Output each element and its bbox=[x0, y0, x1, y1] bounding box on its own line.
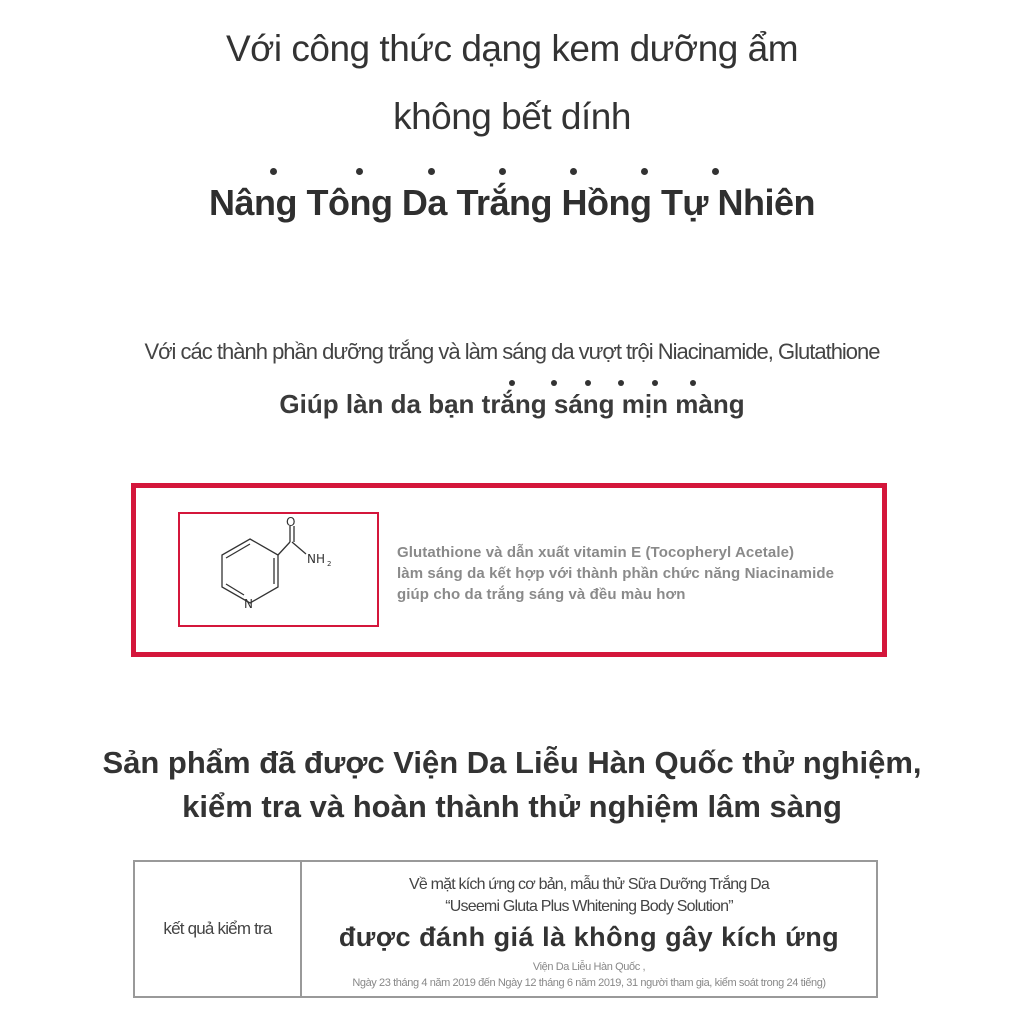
emphasis-dot bbox=[509, 380, 515, 386]
emphasis-dot bbox=[570, 168, 577, 175]
result-label: kết quả kiểm tra bbox=[135, 862, 302, 996]
amine-subscript: 2 bbox=[327, 560, 332, 568]
emphasis-dot bbox=[618, 380, 624, 386]
emphasis-dot bbox=[551, 380, 557, 386]
result-content bbox=[302, 862, 876, 996]
result-table bbox=[133, 860, 878, 998]
emphasis-dot bbox=[652, 380, 658, 386]
result-product-name: “Useemi Gluta Plus Whitening Body Solution” bbox=[445, 898, 733, 915]
emphasis-dot bbox=[712, 168, 719, 175]
main-heading: Nâng Tông Da Trắng Hồng Tự Nhiên bbox=[208, 182, 816, 223]
emphasis-dot bbox=[356, 168, 363, 175]
oxygen-label: O bbox=[286, 515, 296, 529]
info-line: giúp cho da trắng sáng và đều màu hơn bbox=[397, 586, 686, 603]
nitrogen-label: N bbox=[244, 597, 253, 611]
emphasis-dots bbox=[0, 168, 1024, 180]
ingredients-text: Với các thành phần dưỡng trắng và làm sáng da vượt trội Niacinamide, Glutathione bbox=[144, 339, 880, 364]
info-line: Glutathione và dẫn xuất vitamin E (Tocopheryl Acetale) bbox=[397, 544, 795, 561]
amine-label: NH bbox=[307, 552, 325, 566]
molecule-panel bbox=[178, 512, 379, 627]
niacinamide-structure-icon bbox=[180, 514, 377, 625]
result-details: Ngày 23 tháng 4 năm 2019 đến Ngày 12 tháng 6 năm 2019, 31 người tham gia, kiểm soát trong 24 tiếng) bbox=[352, 977, 826, 989]
intro-line-1: Với công thức dạng kem dưỡng ẩm bbox=[225, 28, 799, 69]
emphasis-dot bbox=[270, 168, 277, 175]
intro-line-2: không bết dính bbox=[393, 96, 631, 137]
emphasis-dot bbox=[428, 168, 435, 175]
info-line: làm sáng da kết hợp với thành phần chức năng Niacinamide bbox=[397, 565, 835, 582]
emphasis-dot bbox=[499, 168, 506, 175]
emphasis-dot bbox=[690, 380, 696, 386]
emphasis-dot bbox=[641, 168, 648, 175]
emphasis-dot bbox=[585, 380, 591, 386]
benefit-text: Giúp làn da bạn trắng sáng mịn màng bbox=[279, 389, 745, 419]
result-verdict: được đánh giá là không gây kích ứng bbox=[338, 922, 840, 952]
result-source: Viện Da Liễu Hàn Quốc , bbox=[532, 961, 646, 973]
testing-heading-line-2: kiểm tra và hoàn thành thử nghiệm lâm sàng bbox=[182, 789, 842, 824]
result-line-1: Về mặt kích ứng cơ bản, mẫu thử Sữa Dưỡng Trắng Da bbox=[408, 876, 769, 893]
testing-heading-line-1: Sản phẩm đã được Viện Da Liễu Hàn Quốc thử nghiệm, bbox=[102, 745, 922, 780]
